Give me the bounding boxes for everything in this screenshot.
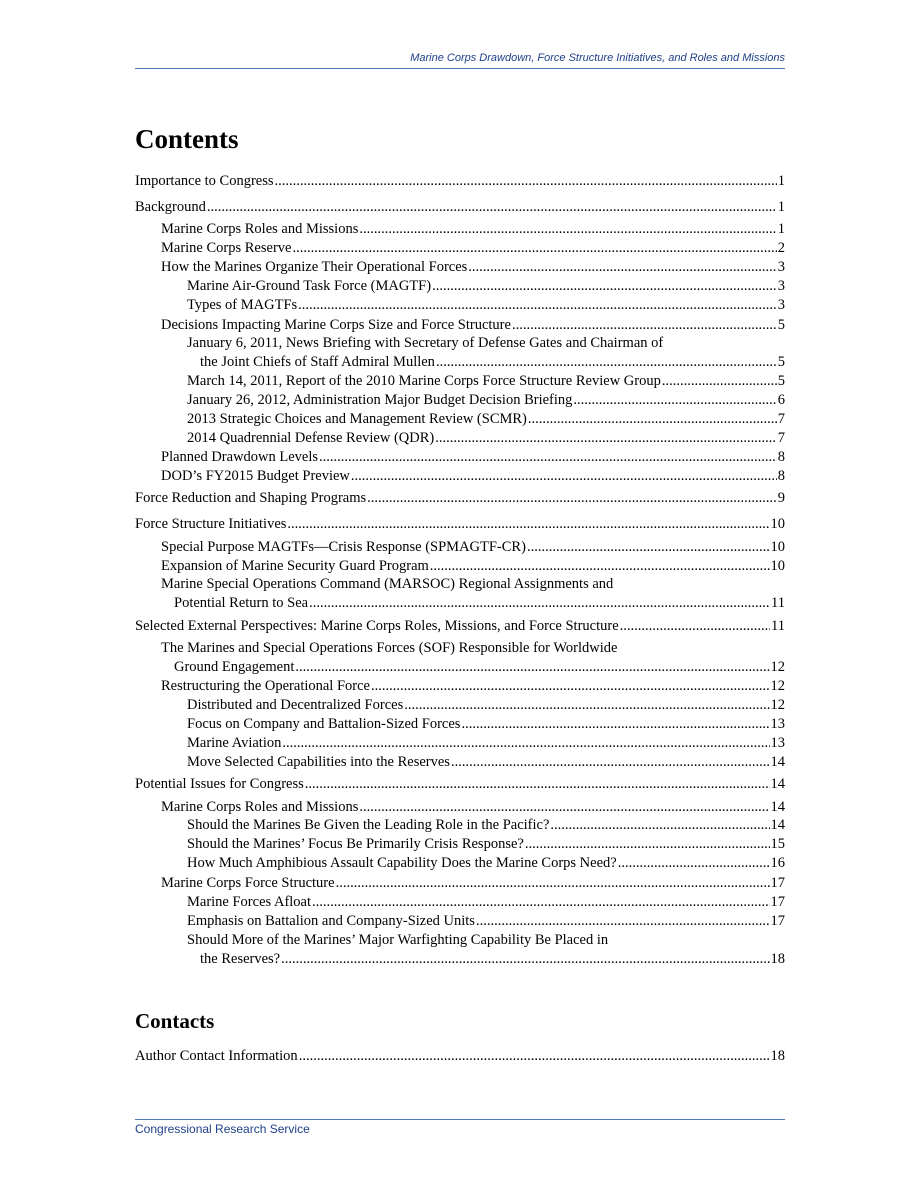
dot-leader xyxy=(319,448,777,467)
toc-entry[interactable] xyxy=(135,835,785,854)
toc-entry-page: 17 xyxy=(770,913,785,929)
dot-leader xyxy=(207,198,777,217)
toc-entry-page: 6 xyxy=(777,392,785,408)
dot-leader xyxy=(305,775,770,794)
toc-entry[interactable] xyxy=(135,775,785,794)
toc-entry[interactable] xyxy=(135,557,785,576)
toc-entry[interactable] xyxy=(135,515,785,534)
toc-entry-title: Should the Marines Be Given the Leading Role in the Pacific? xyxy=(187,817,550,833)
toc-entry-title: Focus on Company and Battalion-Sized Forces xyxy=(187,716,461,732)
dot-leader xyxy=(299,1047,770,1066)
dot-leader xyxy=(468,258,776,277)
toc-entry[interactable] xyxy=(135,410,785,429)
toc-entry-page: 16 xyxy=(770,855,785,871)
toc-entry-title: January 6, 2011, News Briefing with Secretary of Defense Gates and Chairman of xyxy=(187,335,664,351)
toc-entry-page: 1 xyxy=(777,221,785,237)
dot-leader xyxy=(432,277,777,296)
dot-leader xyxy=(275,172,777,191)
dot-leader xyxy=(359,220,776,239)
toc-entry-page: 9 xyxy=(777,490,785,506)
dot-leader xyxy=(550,816,769,835)
toc-entry[interactable] xyxy=(135,912,785,931)
dot-leader xyxy=(336,874,770,893)
contacts-heading: Contacts xyxy=(135,1009,215,1033)
toc-entry-page: 17 xyxy=(770,894,785,910)
toc-entry-title-cont: Ground Engagement xyxy=(174,659,295,675)
toc-entry[interactable] xyxy=(135,448,785,467)
dot-leader xyxy=(476,912,770,931)
toc-entry-page: 17 xyxy=(770,875,785,891)
toc-entry-title: Marine Aviation xyxy=(187,735,282,751)
toc-entry-page: 12 xyxy=(770,678,785,694)
toc-entry[interactable] xyxy=(135,734,785,753)
dot-leader xyxy=(618,854,770,873)
contacts-entry-page: 18 xyxy=(770,1048,785,1064)
toc-entry-title: Move Selected Capabilities into the Reserves xyxy=(187,754,450,770)
toc-entry-page: 12 xyxy=(770,697,785,713)
toc-entry[interactable] xyxy=(135,874,785,893)
toc-entry-title: How Much Amphibious Assault Capability Does the Marine Corps Need? xyxy=(187,855,617,871)
toc-entry[interactable] xyxy=(135,696,785,715)
toc-entry-title: March 14, 2011, Report of the 2010 Marine Corps Force Structure Review Group xyxy=(187,373,661,389)
dot-leader xyxy=(359,798,769,817)
toc-entry-page: 10 xyxy=(770,539,785,555)
toc-entry-page: 11 xyxy=(771,618,785,634)
toc-entry[interactable] xyxy=(135,931,785,969)
dot-leader xyxy=(282,734,769,753)
toc-entry-title: Marine Corps Force Structure xyxy=(161,875,335,891)
toc-entry-title: DOD’s FY2015 Budget Preview xyxy=(161,468,350,484)
toc-entry[interactable] xyxy=(135,715,785,734)
toc-entry[interactable] xyxy=(135,854,785,873)
toc-entry-page: 15 xyxy=(770,836,785,852)
toc-entry[interactable] xyxy=(135,334,785,372)
toc-entry-title: How the Marines Organize Their Operational Forces xyxy=(161,259,468,275)
running-header: Marine Corps Drawdown, Force Structure Initiatives, and Roles and Missions xyxy=(410,52,785,64)
toc-entry-page: 10 xyxy=(770,558,785,574)
toc-entry[interactable] xyxy=(135,467,785,486)
toc-entry[interactable] xyxy=(135,391,785,410)
toc-entry-page: 1 xyxy=(777,173,785,189)
dot-leader xyxy=(662,372,777,391)
dot-leader xyxy=(295,658,769,677)
toc-entry-title: Distributed and Decentralized Forces xyxy=(187,697,404,713)
toc-entry[interactable] xyxy=(135,198,785,217)
toc-entry-page: 13 xyxy=(770,716,785,732)
toc-entry[interactable] xyxy=(135,429,785,448)
dot-leader xyxy=(371,677,770,696)
dot-leader xyxy=(461,715,769,734)
contents-heading: Contents xyxy=(135,124,239,154)
toc-entry-page: 18 xyxy=(770,951,785,967)
toc-entry-title: Decisions Impacting Marine Corps Size and Force Structure xyxy=(161,317,511,333)
toc-entry[interactable] xyxy=(135,172,785,191)
toc-entry-title: Special Purpose MAGTFs—Crisis Response (SPMAGTF-CR) xyxy=(161,539,526,555)
dot-leader xyxy=(573,391,776,410)
dot-leader xyxy=(351,467,777,486)
toc-entry-page: 10 xyxy=(770,516,785,532)
toc-entry-title: Selected External Perspectives: Marine Corps Roles, Missions, and Force Structure xyxy=(135,618,619,634)
toc-entry-title: Marine Air-Ground Task Force (MAGTF) xyxy=(187,278,432,294)
toc-entry[interactable] xyxy=(135,296,785,315)
toc-entry-title-cont: Potential Return to Sea xyxy=(174,595,309,611)
footer-org: Congressional Research Service xyxy=(135,1122,310,1136)
dot-leader xyxy=(367,489,777,508)
dot-leader xyxy=(312,893,769,912)
dot-leader xyxy=(436,353,777,372)
toc-entry-title: 2013 Strategic Choices and Management Review (SCMR) xyxy=(187,411,527,427)
dot-leader xyxy=(525,835,770,854)
footer-rule xyxy=(135,1119,785,1120)
toc-entry-page: 13 xyxy=(770,735,785,751)
toc-entry-page: 5 xyxy=(777,317,785,333)
toc-entry-title-cont: the Joint Chiefs of Staff Admiral Mullen xyxy=(200,354,435,370)
header-rule xyxy=(135,68,785,69)
toc-entry-title: Potential Issues for Congress xyxy=(135,776,304,792)
toc-entry-page: 1 xyxy=(777,199,785,215)
contacts-entry-title: Author Contact Information xyxy=(135,1048,298,1064)
dot-leader xyxy=(620,617,770,636)
toc-entry-page: 3 xyxy=(777,259,785,275)
toc-entry-title: Types of MAGTFs xyxy=(187,297,298,313)
toc-entry-title: Importance to Congress xyxy=(135,173,274,189)
toc-entry-page: 8 xyxy=(777,468,785,484)
toc-entry[interactable] xyxy=(135,372,785,391)
toc-entry[interactable] xyxy=(135,277,785,296)
toc-entry-title-cont: the Reserves? xyxy=(200,951,281,967)
toc-entry-page: 3 xyxy=(777,278,785,294)
toc-entry-title: The Marines and Special Operations Forces (SOF) Responsible for Worldwide xyxy=(161,640,618,656)
toc-entry-page: 14 xyxy=(770,799,785,815)
toc-entry[interactable] xyxy=(135,753,785,772)
toc-entry-title: 2014 Quadrennial Defense Review (QDR) xyxy=(187,430,435,446)
toc-entry[interactable] xyxy=(135,575,785,613)
toc-entry[interactable] xyxy=(135,893,785,912)
toc-entry-page: 2 xyxy=(777,240,785,256)
toc-entry-page: 5 xyxy=(777,373,785,389)
toc-entry[interactable] xyxy=(135,489,785,508)
toc-entry-page: 7 xyxy=(777,411,785,427)
toc-entry-title: Force Structure Initiatives xyxy=(135,516,287,532)
dot-leader xyxy=(404,696,769,715)
toc-entry[interactable] xyxy=(135,816,785,835)
toc-entry[interactable] xyxy=(135,639,785,677)
toc-entry-title: Restructuring the Operational Force xyxy=(161,678,370,694)
toc-entry[interactable] xyxy=(135,617,785,636)
dot-leader xyxy=(527,538,770,557)
dot-leader xyxy=(309,594,770,613)
dot-leader xyxy=(298,296,777,315)
dot-leader xyxy=(281,950,769,969)
toc-entry[interactable] xyxy=(135,677,785,696)
dot-leader xyxy=(287,515,769,534)
toc-entry-title: Emphasis on Battalion and Company-Sized Units xyxy=(187,913,475,929)
toc-entry-page: 5 xyxy=(777,354,785,370)
toc-entry[interactable] xyxy=(135,316,785,335)
dot-leader xyxy=(512,316,777,335)
toc-entry-page: 14 xyxy=(770,754,785,770)
toc-entry-title: Marine Corps Roles and Missions xyxy=(161,221,359,237)
toc-entry-page: 11 xyxy=(771,595,785,611)
toc-entry-title: Marine Forces Afloat xyxy=(187,894,312,910)
toc-entry-page: 3 xyxy=(777,297,785,313)
dot-leader xyxy=(430,557,770,576)
toc-entry-title: Planned Drawdown Levels xyxy=(161,449,319,465)
toc-entry-page: 14 xyxy=(770,776,785,792)
toc-entry[interactable] xyxy=(135,258,785,277)
toc-entry[interactable] xyxy=(135,538,785,557)
toc-entry[interactable] xyxy=(135,239,785,258)
toc-entry-title: Background xyxy=(135,199,206,215)
dot-leader xyxy=(451,753,770,772)
toc-entry-page: 14 xyxy=(770,817,785,833)
dot-leader xyxy=(528,410,777,429)
toc-entry-title: Marine Corps Reserve xyxy=(161,240,292,256)
contacts-entry[interactable] xyxy=(135,1047,785,1066)
toc-entry-page: 12 xyxy=(770,659,785,675)
toc-entry-title: Should the Marines’ Focus Be Primarily Crisis Response? xyxy=(187,836,524,852)
dot-leader xyxy=(292,239,776,258)
toc-entry-page: 8 xyxy=(777,449,785,465)
toc-entry-page: 7 xyxy=(777,430,785,446)
toc-entry[interactable] xyxy=(135,220,785,239)
toc-entry-title: Marine Corps Roles and Missions xyxy=(161,799,359,815)
toc-entry-title: Force Reduction and Shaping Programs xyxy=(135,490,367,506)
toc-entry-title: Should More of the Marines’ Major Warfighting Capability Be Placed in xyxy=(187,932,609,948)
toc-entry[interactable] xyxy=(135,798,785,817)
toc-entry-title: Marine Special Operations Command (MARSOC) Regional Assignments and xyxy=(161,576,614,592)
toc-entry-title: January 26, 2012, Administration Major Budget Decision Briefing xyxy=(187,392,573,408)
toc-entry-title: Expansion of Marine Security Guard Program xyxy=(161,558,429,574)
dot-leader xyxy=(435,429,777,448)
